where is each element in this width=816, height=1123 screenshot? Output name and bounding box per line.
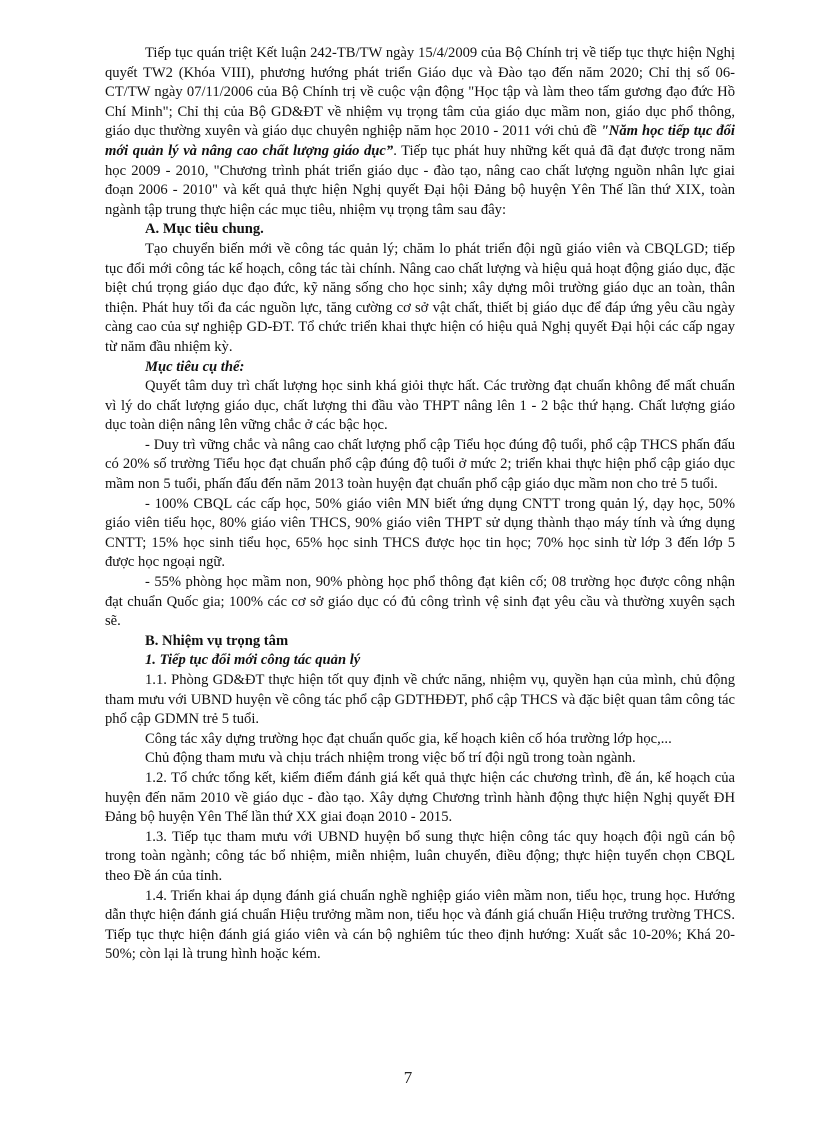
school-year-theme: "Năm học tiếp tục đổi mới quản lý và nâng cao chất lượng giáo dục” (105, 123, 735, 159)
subsection-1-heading: 1. Tiếp tục đổi mới công tác quản lý (145, 652, 361, 669)
task-paragraph: Chủ động tham mưu và chịu trách nhiệm trong việc bố trí đội ngũ trong toàn ngành. (145, 750, 636, 767)
intro-paragraph (105, 44, 735, 220)
specific-goal-paragraph: - 55% phòng học mầm non, 90% phòng học phổ thông đạt kiên cố; 08 trường học được công nhận đạt chuẩn Quốc gia; 100% các cơ sở giáo dục có đủ công trình vệ sinh đạt yêu cầu và thường xuyên sạch sẽ. (105, 574, 735, 630)
specific-goals-heading: Mục tiêu cụ thể: (145, 358, 245, 375)
task-paragraph: 1.1. Phòng GD&ĐT thực hiện tốt quy định về chức năng, nhiệm vụ, quyền hạn của mình, chủ động tham mưu với UBND huyện về công tác phổ cập GDTHĐĐT, phổ cập THCS và đặc biệt quan tâm công tác phổ cập GDMN trẻ 5 tuổi. (105, 672, 735, 728)
task-paragraph: 1.3. Tiếp tục tham mưu với UBND huyện bổ sung thực hiện công tác quy hoạch đội ngũ cán bộ trong toàn ngành; công tác bổ nhiệm, miễn nhiệm, luân chuyển, điều động; thực hiện tuyển chọn CBQL theo Đề án của tỉnh. (105, 828, 735, 884)
task-paragraph: Công tác xây dựng trường học đạt chuẩn quốc gia, kế hoạch kiên cố hóa trường lớp học,... (145, 730, 672, 747)
intro-text-part1: Tiếp tục quán triệt Kết luận 242-TB/TW ngày 15/4/2009 của Bộ Chính trị về tiếp tục thực hiện Nghị quyết TW2 (Khóa VIII), phương hướng phát triển Giáo dục và Đào tạo đến năm 2020; Chỉ thị số 06-CT/TW ngày 07/11/2006 của Bộ Chính trị về cuộc vận động "Học tập và làm theo tấm gương đạo đức Hồ Chí Minh"; Chỉ thị của Bộ GD&ĐT về nhiệm vụ trọng tâm của giáo dục mầm non, giáo dục phổ thông, giáo dục thường xuyên và giáo dục chuyên nghiệp năm học 2010 - 2011 với chủ đề (105, 45, 735, 140)
section-a-heading: A. Mục tiêu chung. (145, 221, 264, 238)
section-b-heading: B. Nhiệm vụ trọng tâm (145, 632, 289, 649)
specific-goal-paragraph: - 100% CBQL các cấp học, 50% giáo viên MN biết ứng dụng CNTT trong quản lý, dạy học, 50% giáo viên tiểu học, 80% giáo viên THCS, 90% giáo viên THPT sử dụng thành thạo máy tính và ứng dụng CNTT; 15% học sinh tiểu học, 65% học sinh THCS được học tin học; 70% học sinh từ lớp 3 đến lớp 5 được học ngoại ngữ. (105, 495, 735, 571)
task-paragraph: 1.2. Tổ chức tổng kết, kiểm điểm đánh giá kết quả thực hiện các chương trình, đề án, kế hoạch của huyện đến năm 2010 về giáo dục - đào tạo. Xây dựng Chương trình hành động thực hiện Nghị quyết ĐH Đảng bộ huyện Yên Thế lần thứ XX giai đoạn 2010 - 2015. (105, 769, 735, 826)
section-a-paragraph: Tạo chuyển biến mới về công tác quản lý; chăm lo phát triển đội ngũ giáo viên và CBQLGD; tiếp tục đổi mới công tác kế hoạch, công tác tài chính. Nâng cao chất lượng và hiệu quả hoạt động giáo dục, đặc biệt chú trọng giáo dục đạo đức, kỹ năng sống cho học sinh; xây dựng môi trường giáo dục an toàn, thân thiện. Phát huy tối đa các nguồn lực, tăng cường cơ sở vật chất, thiết bị giáo dục để đáp ứng yêu cầu ngày càng cao của sự nghiệp GD-ĐT. Tổ chức triển khai thực hiện có hiệu quả Nghị quyết Đại hội các cấp ngay từ năm đầu nhiệm kỳ. (105, 240, 735, 355)
page-number: 7 (403, 1068, 413, 1087)
intro-text-part2: . Tiếp tục phát huy những kết quả đã đạt được trong năm học 2009 - 2010, "Chương trình phát triển giáo dục - đào tạo, nâng cao chất lượng nguồn nhân lực giai đoạn 2006 - 2010" và kết quả thực hiện Nghị quyết Đại hội Đảng bộ huyện Yên Thế lần thứ XIX, toàn ngành tập trung thực hiện các mục tiêu, nhiệm vụ trọng tâm sau đây: (105, 142, 735, 218)
specific-goal-paragraph: Quyết tâm duy trì chất lượng học sinh khá giỏi thực hất. Các trường đạt chuẩn không để mất chuẩn vì lý do chất lượng giáo dục, chất lượng thi đầu vào THPT nâng lên 1 - 2 bậc thứ hạng. Chất lượng giáo dục toàn diện nâng lên vững chắc ở các bậc học. (105, 378, 735, 434)
document-page (105, 44, 735, 965)
specific-goal-paragraph: - Duy trì vững chắc và nâng cao chất lượng phổ cập Tiểu học đúng độ tuổi, phổ cập THCS phấn đấu có 20% số trường Tiểu học đạt chuẩn phổ cập đúng độ tuổi ở mức 2; triển khai thực hiện phổ cập giáo dục mầm non 5 tuổi, phấn đấu đến năm 2013 toàn huyện đạt chuẩn phổ cập giáo dục mầm non cho trẻ 5 tuổi. (105, 436, 735, 493)
task-paragraph: 1.4. Triển khai áp dụng đánh giá chuẩn nghề nghiệp giáo viên mầm non, tiểu học, trung học. Hướng dẫn thực hiện đánh giá chuẩn Hiệu trưởng mầm non, tiểu học và đánh giá chuẩn Hiệu trưởng trường THCS. Tiếp tục thực hiện đánh giá giáo viên và cán bộ nghiêm túc theo định hướng: Xuất sắc 10-20%; Khá 20-50%; còn lại là trung hình hoặc kém. (105, 887, 735, 963)
